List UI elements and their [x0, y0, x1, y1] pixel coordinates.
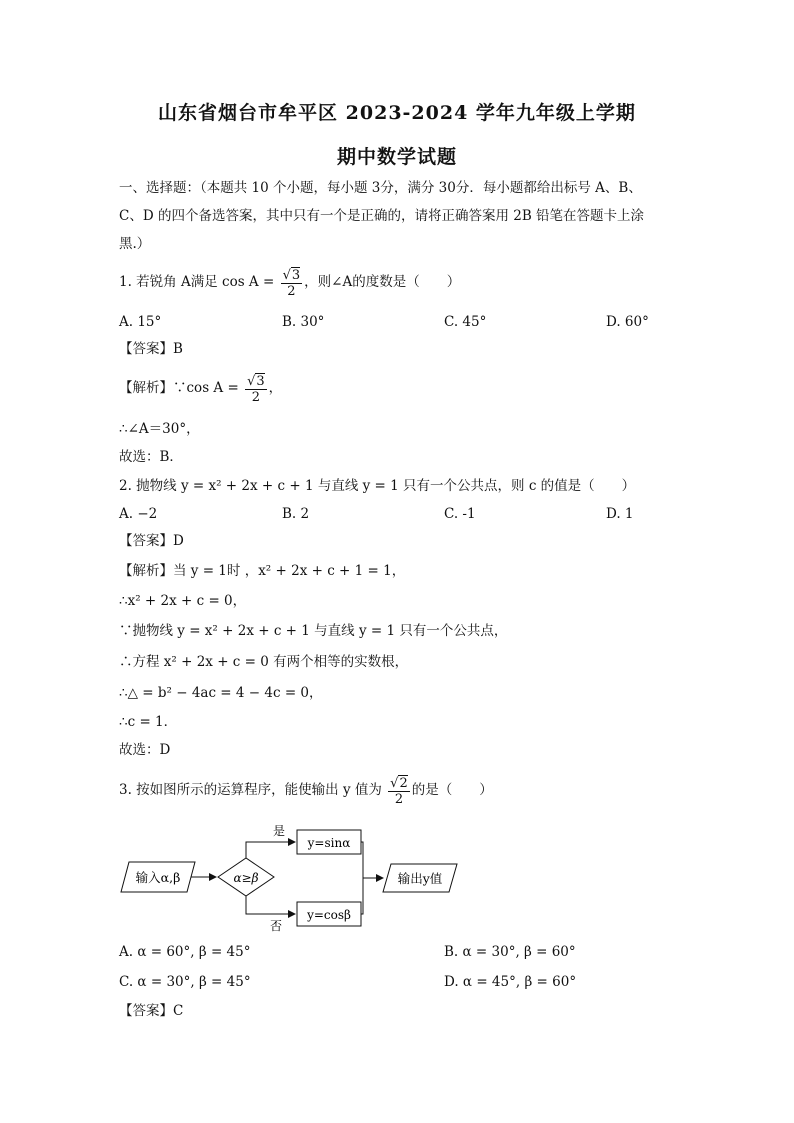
section-intro-line1: 一、选择题：（本题共 10 个小题，每小题 3分，满分 30分．每小题都给出标号 A、B、 — [119, 180, 642, 196]
q3-frac-num: 2 — [399, 775, 408, 791]
q1-analysis-fraction — [245, 373, 267, 405]
q1-analysis-frac-num: 3 — [256, 373, 265, 389]
flow-decision-label: α≥β — [233, 871, 259, 885]
q1-analysis-prefix: 【解析】∵cos A = — [119, 380, 244, 396]
q2-stem: 2. 抛物线 y = x² + 2x + c + 1 与直线 y = 1 只有一个公共点，则 c 的值是（ ） — [119, 478, 636, 494]
q1-option-a: A. 15° — [119, 314, 162, 330]
q1-stem-prefix: 1. 若锐角 A满足 cos A = — [119, 274, 279, 290]
q1-stem-suffix: ，则∠A的度数是（ ） — [304, 274, 461, 290]
q1-analysis-suffix: ， — [268, 380, 283, 396]
section-intro-line2: C、D 的四个备选答案，其中只有一个是正确的，请将正确答案用 2B 铅笔在答题卡上涂 — [119, 208, 645, 224]
q2-choose: 故选：D — [119, 742, 171, 758]
q2-answer: 【答案】D — [119, 533, 184, 549]
q2-step4: ∴△ = b² − 4ac = 4 − 4c = 0， — [119, 685, 323, 701]
q3-stem-prefix: 3. 按如图所示的运算程序，能使输出 y 值为 — [119, 782, 387, 798]
q2-step3: ∴方程 x² + 2x + c = 0 有两个相等的实数根， — [119, 654, 409, 670]
sqrt-symbol: √ — [282, 267, 291, 283]
flowchart — [115, 818, 465, 938]
q3-option-b: B. α = 30°, β = 60° — [444, 944, 576, 960]
q2-option-a: A. −2 — [119, 506, 158, 522]
q1-step1: ∴∠A＝30°， — [119, 421, 200, 437]
q1-frac-num: 3 — [291, 267, 301, 283]
q1-option-d: D. 60° — [606, 314, 649, 330]
q1-option-c: C. 45° — [444, 314, 487, 330]
q2-step5: ∴c = 1． — [119, 714, 178, 730]
flow-no-label: 否 — [269, 919, 283, 933]
q3-frac-den: 2 — [394, 791, 404, 807]
q3-option-c: C. α = 30°, β = 45° — [119, 974, 251, 990]
q2-step1: ∴x² + 2x + c = 0， — [119, 593, 247, 609]
doc-title-line1: 山东省烟台市牟平区 2023-2024 学年九年级上学期 — [158, 102, 636, 124]
q3-option-d: D. α = 45°, β = 60° — [444, 974, 577, 990]
q2-option-c: C. -1 — [444, 506, 476, 522]
flow-output-label: 输出y值 — [397, 871, 443, 886]
sqrt-symbol: √ — [390, 775, 399, 791]
sqrt-symbol: √ — [247, 373, 256, 389]
q1-stem — [119, 262, 460, 302]
q2-analysis: 【解析】当 y = 1时 ，x² + 2x + c + 1 = 1， — [119, 563, 406, 579]
q2-option-d: D. 1 — [606, 506, 634, 522]
q2-option-b: B. 2 — [282, 506, 310, 522]
flow-box-yes-label: y=sinα — [307, 836, 351, 850]
q2-step2: ∵抛物线 y = x² + 2x + c + 1 与直线 y = 1 只有一个公共点， — [119, 623, 508, 639]
q1-fraction — [281, 267, 303, 299]
q3-stem — [119, 770, 493, 810]
q3-answer: 【答案】C — [119, 1003, 184, 1019]
q1-frac-den: 2 — [287, 283, 296, 299]
flow-yes-label: 是 — [272, 824, 286, 838]
q3-fraction — [388, 775, 410, 807]
q1-option-b: B. 30° — [282, 314, 325, 330]
doc-title-line2: 期中数学试题 — [336, 146, 457, 168]
q3-stem-suffix: 的是（ ） — [411, 782, 493, 798]
q1-answer: 【答案】B — [119, 341, 183, 357]
q3-option-a: A. α = 60°, β = 45° — [119, 944, 251, 960]
section-intro-line3: 黑.） — [119, 236, 151, 252]
flow-box-no-label: y=cosβ — [307, 908, 351, 922]
q1-analysis-frac-den: 2 — [251, 389, 260, 405]
q1-choose: 故选：B． — [119, 449, 183, 465]
q1-analysis — [119, 368, 282, 408]
flow-arrow-no — [246, 896, 295, 914]
flow-arrow-yes — [246, 842, 295, 858]
flow-input-label: 输入α,β — [135, 870, 181, 885]
